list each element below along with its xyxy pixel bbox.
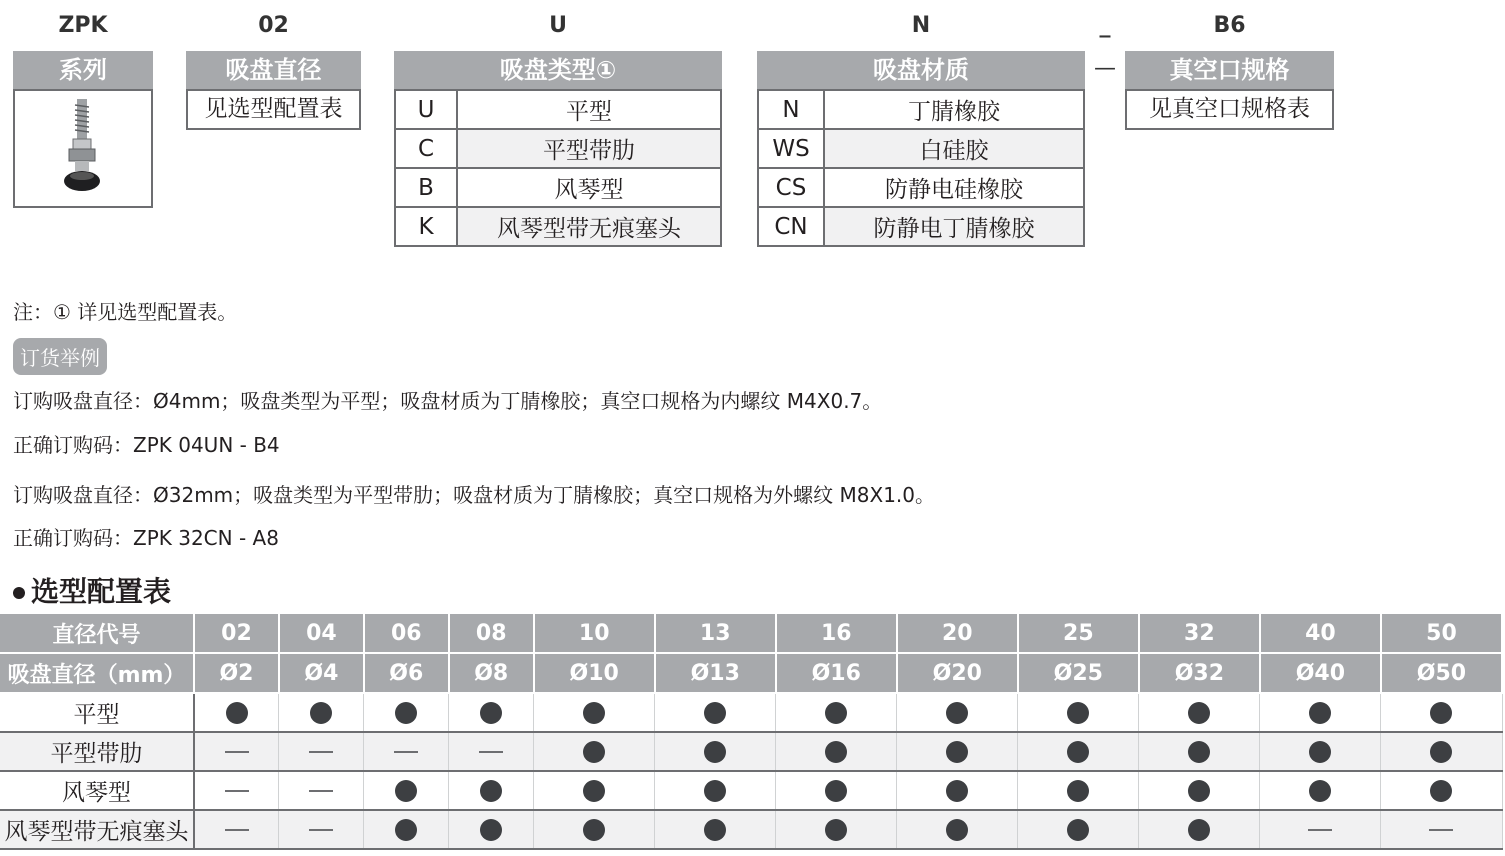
availability-cell xyxy=(364,810,449,849)
availability-cell xyxy=(1260,810,1381,849)
code-row-label: 直径代号 xyxy=(0,614,194,653)
code-row-cell: 06 xyxy=(364,614,449,653)
unavailable-dash-icon xyxy=(309,829,333,831)
diameter-row-cell: Ø40 xyxy=(1260,653,1381,693)
code-row-cell: 16 xyxy=(776,614,897,653)
availability-cell xyxy=(534,810,655,849)
code-row-cell: 02 xyxy=(194,614,279,653)
material-code-cell: N xyxy=(758,90,824,129)
material-code-cell: CN xyxy=(758,207,824,246)
unavailable-dash-icon xyxy=(225,790,249,792)
availability-cell xyxy=(279,810,364,849)
available-dot-icon xyxy=(1067,741,1089,763)
code-row-cell: 08 xyxy=(449,614,534,653)
row-label: 风琴型 xyxy=(0,771,194,810)
availability-cell xyxy=(1381,771,1502,810)
available-dot-icon xyxy=(1188,741,1210,763)
vacuum-header: 真空口规格 xyxy=(1125,51,1334,90)
selection-title-text: 选型配置表 xyxy=(31,575,172,608)
code-row-cell: 04 xyxy=(279,614,364,653)
availability-cell xyxy=(655,693,776,732)
available-dot-icon xyxy=(1067,780,1089,802)
availability-cell xyxy=(279,771,364,810)
available-dot-icon xyxy=(704,741,726,763)
available-dot-icon xyxy=(825,702,847,724)
availability-cell xyxy=(1018,732,1139,771)
type-name-cell: 平型 xyxy=(457,90,721,129)
available-dot-icon xyxy=(480,819,502,841)
diameter-row-cell: Ø25 xyxy=(1018,653,1139,693)
availability-cell xyxy=(1260,693,1381,732)
diameter-row-cell: Ø6 xyxy=(364,653,449,693)
availability-cell xyxy=(897,810,1018,849)
material-table xyxy=(757,89,1085,247)
unavailable-dash-icon xyxy=(479,751,503,753)
available-dot-icon xyxy=(1188,702,1210,724)
table-row xyxy=(0,732,1502,771)
availability-cell xyxy=(279,693,364,732)
available-dot-icon xyxy=(583,702,605,724)
type-row xyxy=(395,207,721,246)
availability-cell xyxy=(1139,693,1260,732)
material-row xyxy=(758,207,1084,246)
order-example-title: 订货举例 xyxy=(13,338,107,375)
diameter-row-cell: Ø16 xyxy=(776,653,897,693)
order-code-2: 正确订购码：ZPK 32CN - A8 xyxy=(13,526,279,550)
availability-cell xyxy=(1139,771,1260,810)
vacuum-code: B6 xyxy=(1213,13,1246,38)
type-code-cell: B xyxy=(395,168,457,207)
diameter-code: 02 xyxy=(258,13,289,38)
diameter-row-cell: Ø50 xyxy=(1381,653,1502,693)
availability-cell xyxy=(655,810,776,849)
available-dot-icon xyxy=(1067,819,1089,841)
availability-cell xyxy=(1381,693,1502,732)
availability-cell xyxy=(364,771,449,810)
bullet-icon xyxy=(13,587,25,599)
available-dot-icon xyxy=(1309,702,1331,724)
vacuum-dash: — xyxy=(1094,56,1116,81)
diameter-row-cell: Ø4 xyxy=(279,653,364,693)
availability-cell xyxy=(449,732,534,771)
row-label: 平型带肋 xyxy=(0,732,194,771)
available-dot-icon xyxy=(1188,780,1210,802)
availability-cell xyxy=(655,732,776,771)
available-dot-icon xyxy=(946,741,968,763)
material-row xyxy=(758,90,1084,129)
table-row xyxy=(0,810,1502,849)
available-dot-icon xyxy=(583,819,605,841)
availability-cell xyxy=(1018,810,1139,849)
availability-cell xyxy=(194,810,279,849)
available-dot-icon xyxy=(704,702,726,724)
code-row-cell: 25 xyxy=(1018,614,1139,653)
unavailable-dash-icon xyxy=(309,790,333,792)
type-name-cell: 平型带肋 xyxy=(457,129,721,168)
table-row xyxy=(0,693,1502,732)
diameter-row-cell: Ø10 xyxy=(534,653,655,693)
material-row xyxy=(758,129,1084,168)
type-code-cell: C xyxy=(395,129,457,168)
diameter-row-cell: Ø13 xyxy=(655,653,776,693)
type-code: U xyxy=(549,13,567,38)
availability-cell xyxy=(1018,693,1139,732)
material-name-cell: 防静电硅橡胶 xyxy=(824,168,1084,207)
diameter-row-label: 吸盘直径（mm） xyxy=(0,653,194,693)
availability-cell xyxy=(449,810,534,849)
availability-cell xyxy=(1260,732,1381,771)
availability-cell xyxy=(776,810,897,849)
availability-cell xyxy=(534,771,655,810)
availability-cell xyxy=(776,771,897,810)
selection-title xyxy=(13,570,171,610)
type-row xyxy=(395,129,721,168)
availability-cell xyxy=(1139,732,1260,771)
availability-cell xyxy=(194,771,279,810)
available-dot-icon xyxy=(583,741,605,763)
available-dot-icon xyxy=(480,780,502,802)
available-dot-icon xyxy=(226,702,248,724)
availability-cell xyxy=(449,771,534,810)
unavailable-dash-icon xyxy=(225,829,249,831)
availability-cell xyxy=(534,693,655,732)
available-dot-icon xyxy=(704,819,726,841)
table-row xyxy=(0,771,1502,810)
available-dot-icon xyxy=(480,702,502,724)
diameter-row xyxy=(0,653,1502,693)
type-code-cell: K xyxy=(395,207,457,246)
diameter-row-cell: Ø2 xyxy=(194,653,279,693)
diameter-row-cell: Ø32 xyxy=(1139,653,1260,693)
availability-cell xyxy=(897,732,1018,771)
availability-cell xyxy=(776,693,897,732)
type-code-cell: U xyxy=(395,90,457,129)
unavailable-dash-icon xyxy=(1308,829,1332,831)
available-dot-icon xyxy=(1430,780,1452,802)
type-table xyxy=(394,89,722,247)
available-dot-icon xyxy=(1188,819,1210,841)
row-label: 风琴型带无痕塞头 xyxy=(0,810,194,849)
code-row-cell: 40 xyxy=(1260,614,1381,653)
material-code: N xyxy=(911,13,931,38)
diameter-row-cell: Ø8 xyxy=(449,653,534,693)
material-code-cell: CS xyxy=(758,168,824,207)
suction-cup-image xyxy=(15,91,151,206)
available-dot-icon xyxy=(310,702,332,724)
availability-cell xyxy=(194,732,279,771)
availability-cell xyxy=(194,693,279,732)
available-dot-icon xyxy=(704,780,726,802)
available-dot-icon xyxy=(1430,702,1452,724)
availability-cell xyxy=(534,732,655,771)
series-header: 系列 xyxy=(13,51,153,90)
availability-cell xyxy=(1260,771,1381,810)
code-row-cell: 32 xyxy=(1139,614,1260,653)
diameter-row-cell: Ø20 xyxy=(897,653,1018,693)
availability-cell xyxy=(1381,732,1502,771)
order-example-2: 订购吸盘直径：Ø32mm；吸盘类型为平型带肋；吸盘材质为丁腈橡胶；真空口规格为外螺纹 M8X1.0。 xyxy=(13,483,936,507)
available-dot-icon xyxy=(395,819,417,841)
code-row-cell: 50 xyxy=(1381,614,1502,653)
available-dot-icon xyxy=(583,780,605,802)
availability-cell xyxy=(364,732,449,771)
available-dot-icon xyxy=(1309,741,1331,763)
type-row xyxy=(395,168,721,207)
unavailable-dash-icon xyxy=(225,751,249,753)
available-dot-icon xyxy=(395,780,417,802)
availability-cell xyxy=(897,693,1018,732)
series-image-box xyxy=(13,89,153,208)
availability-cell xyxy=(1018,771,1139,810)
availability-cell xyxy=(279,732,364,771)
availability-cell xyxy=(1381,810,1502,849)
order-code-1: 正确订购码：ZPK 04UN - B4 xyxy=(13,433,280,457)
availability-cell xyxy=(897,771,1018,810)
unavailable-dash-icon xyxy=(394,751,418,753)
diameter-header: 吸盘直径 xyxy=(186,51,361,90)
material-name-cell: 丁腈橡胶 xyxy=(824,90,1084,129)
code-row-cell: 10 xyxy=(534,614,655,653)
availability-cell xyxy=(449,693,534,732)
type-row xyxy=(395,90,721,129)
available-dot-icon xyxy=(946,702,968,724)
material-code-cell: WS xyxy=(758,129,824,168)
availability-cell xyxy=(776,732,897,771)
available-dot-icon xyxy=(395,702,417,724)
material-name-cell: 白硅胶 xyxy=(824,129,1084,168)
unavailable-dash-icon xyxy=(309,751,333,753)
available-dot-icon xyxy=(946,819,968,841)
type-name-cell: 风琴型 xyxy=(457,168,721,207)
unavailable-dash-icon xyxy=(1429,829,1453,831)
code-row xyxy=(0,614,1502,653)
vacuum-value: 见真空口规格表 xyxy=(1125,89,1334,130)
available-dot-icon xyxy=(825,819,847,841)
note-1: 注：① 详见选型配置表。 xyxy=(13,300,238,324)
material-name-cell: 防静电丁腈橡胶 xyxy=(824,207,1084,246)
available-dot-icon xyxy=(825,780,847,802)
diameter-value: 见选型配置表 xyxy=(186,89,361,130)
available-dot-icon xyxy=(1067,702,1089,724)
type-name-cell: 风琴型带无痕塞头 xyxy=(457,207,721,246)
available-dot-icon xyxy=(1430,741,1452,763)
type-header: 吸盘类型① xyxy=(394,51,722,90)
selection-table xyxy=(0,614,1503,850)
availability-cell xyxy=(1139,810,1260,849)
available-dot-icon xyxy=(1309,780,1331,802)
availability-cell xyxy=(655,771,776,810)
material-row xyxy=(758,168,1084,207)
series-code: ZPK xyxy=(58,13,108,38)
material-header: 吸盘材质 xyxy=(757,51,1085,90)
code-row-cell: 13 xyxy=(655,614,776,653)
available-dot-icon xyxy=(825,741,847,763)
available-dot-icon xyxy=(946,780,968,802)
code-separator: _ xyxy=(1099,13,1111,38)
order-example-1: 订购吸盘直径：Ø4mm；吸盘类型为平型；吸盘材质为丁腈橡胶；真空口规格为内螺纹 M4X0.7。 xyxy=(13,389,883,413)
code-row-cell: 20 xyxy=(897,614,1018,653)
row-label: 平型 xyxy=(0,693,194,732)
availability-cell xyxy=(364,693,449,732)
